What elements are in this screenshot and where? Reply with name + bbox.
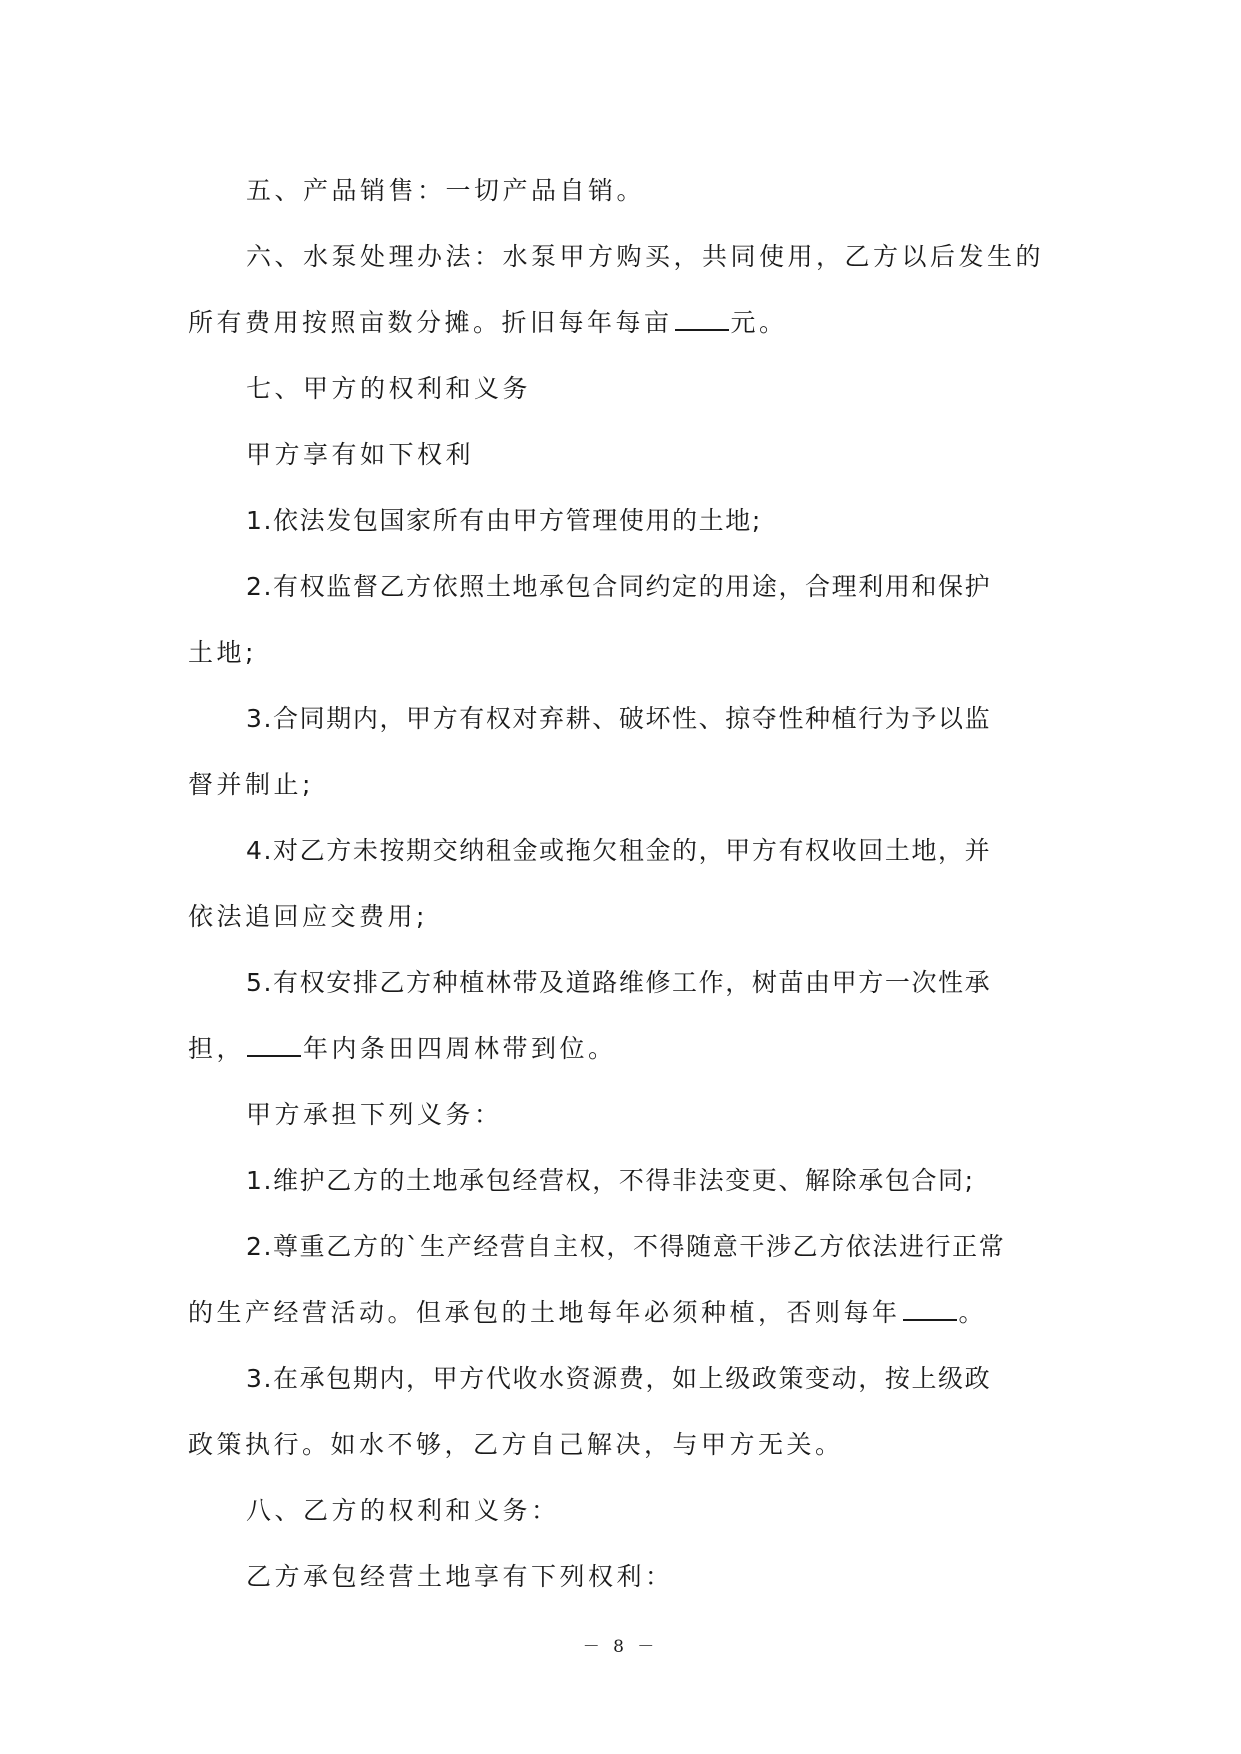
party-b-rights-heading: 乙方承包经营土地享有下列权利： xyxy=(246,1562,674,1591)
party-a-right-1: 1.依法发包国家所有由甲方管理使用的土地; xyxy=(246,506,762,535)
party-a-right-5: 5.有权安排乙方种植林带及道路维修工作，树苗由甲方一次性承 xyxy=(246,968,992,997)
party-a-right-3: 3.合同期内，甲方有权对弃耕、破坏性、掠夺性种植行为予以监 xyxy=(246,704,992,733)
clause-6-continuation: 所有费用按照亩数分摊。折旧每年每亩 元。 xyxy=(188,308,788,337)
party-a-right-3-continuation: 督并制止; xyxy=(188,770,314,799)
party-a-obligations-heading: 甲方承担下列义务： xyxy=(246,1100,503,1129)
party-a-right-4: 4.对乙方未按期交纳租金或拖欠租金的，甲方有权收回土地，并 xyxy=(246,836,992,865)
clause-6-water-pump: 六、水泵处理办法：水泵甲方购买，共同使用，乙方以后发生的 xyxy=(246,242,1045,271)
page-number: － 8 － xyxy=(582,1637,659,1657)
party-a-right-4-continuation: 依法追回应交费用; xyxy=(188,902,428,931)
clause-8-heading: 八、乙方的权利和义务： xyxy=(246,1496,560,1525)
party-a-rights-heading: 甲方享有如下权利 xyxy=(246,440,475,469)
party-a-obligation-2-continuation: 的生产经营活动。但承包的土地每年必须种植，否则每年 。 xyxy=(188,1298,988,1327)
clause-7-heading: 七、甲方的权利和义务 xyxy=(246,374,532,403)
party-a-obligation-1: 1.维护乙方的土地承包经营权，不得非法变更、解除承包合同; xyxy=(246,1166,975,1195)
party-a-obligation-3: 3.在承包期内，甲方代收水资源费，如上级政策变动，按上级政 xyxy=(246,1364,992,1393)
fill-in-blank-depreciation[interactable] xyxy=(675,307,729,331)
party-a-right-2-continuation: 土地; xyxy=(188,638,257,667)
fill-in-blank-years[interactable] xyxy=(247,1033,301,1057)
party-a-right-2: 2.有权监督乙方依照土地承包合同约定的用途，合理利用和保护 xyxy=(246,572,992,601)
party-a-obligation-2: 2.尊重乙方的`生产经营自主权，不得随意干涉乙方依法进行正常 xyxy=(246,1232,1006,1261)
fill-in-blank-penalty[interactable] xyxy=(903,1297,957,1321)
party-a-right-5-continuation: 担， 年内条田四周林带到位。 xyxy=(188,1034,617,1063)
clause-5-product-sales: 五、产品销售：一切产品自销。 xyxy=(246,176,646,205)
contract-body xyxy=(188,158,1060,1610)
party-a-obligation-3-continuation: 政策执行。如水不够，乙方自己解决，与甲方无关。 xyxy=(188,1430,844,1459)
